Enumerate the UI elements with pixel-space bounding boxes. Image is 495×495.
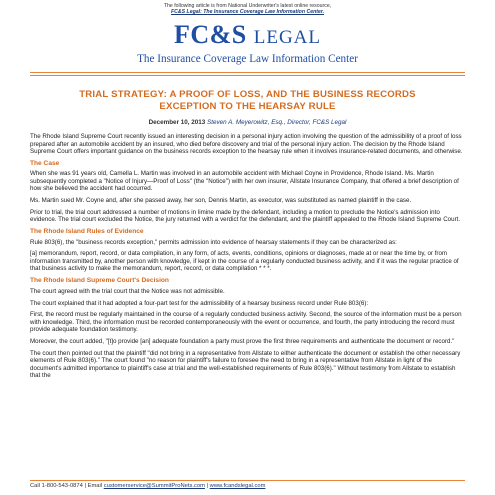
article-author: Steven A. Meyerowitz, Esq., Director, FC&S Legal: [207, 119, 347, 127]
article-date: December 10, 2013: [148, 119, 206, 127]
byline: [30, 119, 465, 126]
page-footer: [30, 480, 465, 489]
source-notice-line1: The following article is from National Underwriter's latest online resource,: [163, 3, 332, 9]
section-heading-court-decision: The Rhode Island Supreme Court's Decision: [30, 277, 169, 285]
footer-website-link[interactable]: www.fcandslegal.com: [209, 483, 266, 489]
paragraph: The court then pointed out that the plaintiff "did not bring in a representative from Allstate to either authenticate the document or establish the other necessary elements of Rule 803(6)." The court found "no reason for plaintiff's failure to foresee the need to bring in a representative from Allstate in light of the document's admitted importance to plaintiff's case at trial and the well-established requirements of Rule 803(6)." Without testimony from Allstate to establish that the: [30, 350, 461, 380]
fcs-legal-logo: [30, 21, 465, 66]
paragraph: Moreover, the court added, "[t]o provide [an] adequate foundation a party must prove the first three requirements and authenticate the document or record.": [30, 338, 455, 346]
header-divider-thin: [30, 75, 465, 76]
logo-fcs: FC&S: [173, 19, 247, 49]
paragraph: The court explained that it had adopted a four-part test for the admissibility of a hearsay business record under Rule 803(6):: [30, 299, 369, 307]
footer-separator: | Email: [82, 483, 104, 489]
logo-legal: LEGAL: [253, 26, 322, 48]
logo-wordmark: [30, 21, 465, 52]
paragraph: First, the record must be regularly maintained in the course of a regularly conducted business activity. Second, the source of the information must be a person with knowledge. Third, the information must be recorded contemporaneously with the event or occurrence, and fourth, the party introducing the record must provide adequate foundation testimony.: [30, 311, 462, 334]
paragraph: The court agreed with the trial court that the Notice was not admissible.: [30, 287, 225, 295]
header-divider: [30, 72, 465, 74]
paragraph: Rule 803(6), the "business records exception," permits admission into evidence of hearsay statements if they can be characterized as:: [30, 238, 397, 246]
footer-separator: |: [204, 483, 210, 489]
paragraph: Prior to trial, the trial court addressed a number of motions in limine made by the defendant, including a motion to preclude the Notice's admission into evidence. The trial court excluded the Notice, the jury returned with a verdict for the defendant, and the plaintiff appealed to the Rhode Island Supreme Court.: [30, 208, 461, 224]
paragraph: When she was 91 years old, Camella L. Martin was involved in an automobile accident with Michael Coyne in Providence, Rhode Island. Ms. Martin subsequently completed a "Notice of Injury—Proof of Loss" (the "Notice") with her own insurer, Allstate Insurance Company, that offered a brief description of how she believed the accident had occurred.: [30, 170, 459, 193]
intro-paragraph: The Rhode Island Supreme Court recently issued an interesting decision in a personal injury action involving the question of the admissibility of a proof of loss prepared after an automobile accident by an insured, who died before discovery and trial of the personal injury action. The decision by the Rhode Island Supreme Court offers important guidance on the business records exception to the hearsay rule when it involves insurance-related documents, and otherwise.: [30, 133, 463, 155]
logo-tagline: The Insurance Coverage Law Information Center: [137, 52, 358, 65]
footer-phone: Call 1-800-543-0874: [30, 483, 83, 489]
section-heading-rules-of-evidence: The Rhode Island Rules of Evidence: [30, 228, 144, 236]
article-body: [30, 133, 465, 380]
source-notice-link[interactable]: FC&S Legal: The Insurance Coverage Law Information Center.: [170, 9, 325, 16]
article-title: TRIAL STRATEGY: A PROOF OF LOSS, AND THE BUSINESS RECORDS EXCEPTION TO THE HEARSAY RULE: [79, 89, 416, 113]
rule-quote-paragraph: [a] memorandum, report, record, or data compilation, in any form, of acts, events, conditions, opinions or diagnoses, made at or near the time by, or from information transmitted by, another person with knowledge, if kept in the course of a regularly conducted business activity, and if it was the regular practice of that business activity to make the memorandum, report, record, or data compilation * * *.: [30, 250, 459, 273]
source-notice: [30, 0, 465, 16]
footer-email-link[interactable]: customerservice@SummitProNets.com: [103, 483, 205, 489]
section-heading-the-case: The Case: [30, 159, 60, 167]
paragraph: Ms. Martin sued Mr. Coyne and, after she passed away, her son, Dennis Martin, as executor, was substituted as named plaintiff in the case.: [30, 196, 412, 204]
